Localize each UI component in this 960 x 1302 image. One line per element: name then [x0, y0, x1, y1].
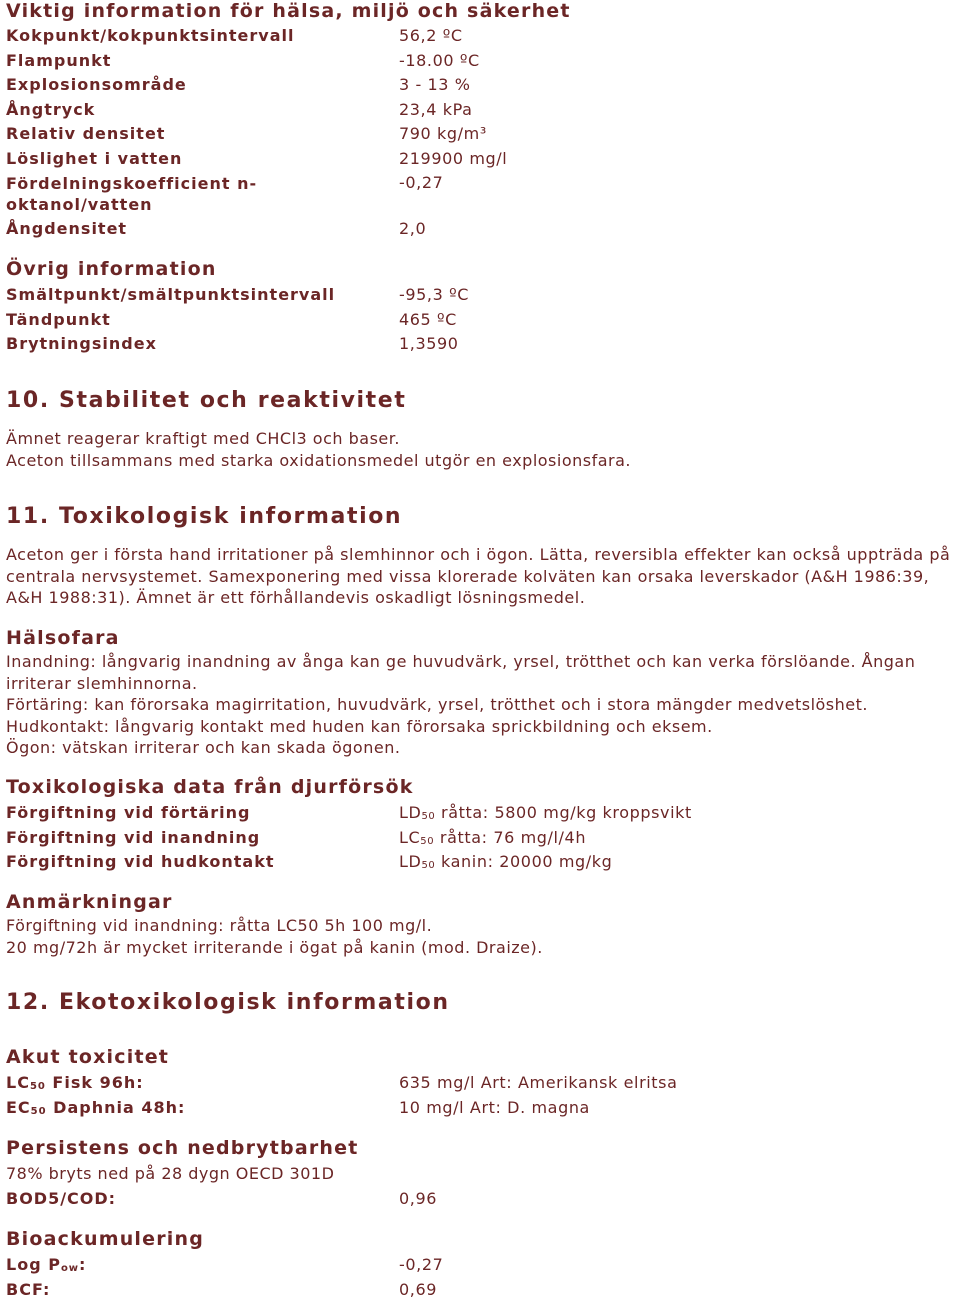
bod-value: 0,96 [399, 1187, 437, 1212]
acute-value: 635 mg/l Art: Amerikansk elritsa [399, 1071, 678, 1096]
property-row [6, 308, 956, 333]
acute-label: $EC_{50}$ Daphnia 48h: [6, 1096, 399, 1121]
property-row [6, 24, 956, 49]
paragraph-line: Inandning: långvarig inandning av ånga kan ge huvudvärk, yrsel, trötthet och kan verka förslöande. Ångan irriterar slemhinnorna. [6, 651, 960, 694]
tox-value: $LD_{50}$ råtta: 5800 mg/kg kroppsvikt [399, 801, 692, 826]
property-value: 2,0 [399, 217, 426, 242]
remarks-title: Anmärkningar [6, 891, 173, 913]
property-label: Fördelningskoefficient n-oktanol/vatten [6, 171, 266, 215]
tox-label: Förgiftning vid hudkontakt [6, 850, 399, 875]
bcf-label: BCF: [6, 1278, 399, 1302]
paragraph-line: Förgiftning vid inandning: råtta LC50 5h 100 mg/l. [6, 915, 956, 937]
property-label: Smältpunkt/smältpunktsintervall [6, 283, 399, 308]
property-label: Flampunkt [6, 49, 399, 74]
health-hazard-body [6, 651, 960, 759]
acute-row [6, 1071, 956, 1096]
tox-label: Förgiftning vid förtäring [6, 801, 399, 826]
property-row [6, 217, 956, 242]
persistence-body [6, 1162, 956, 1211]
paragraph-line: Hudkontakt: långvarig kontakt med huden kan förorsaka sprickbildning och eksem. [6, 716, 960, 738]
paragraph-line: 20 mg/72h är mycket irriterande i ögat på kanin (mod. Draize). [6, 937, 956, 959]
property-value: -18.00 ºC [399, 49, 480, 74]
bcf-row [6, 1278, 956, 1302]
section-11-title: 11. Toxikologisk information [6, 504, 402, 530]
property-value: -95,3 ºC [399, 283, 469, 308]
property-row [6, 147, 956, 172]
other-info-table [6, 283, 956, 357]
property-label: Ångtryck [6, 98, 399, 123]
properties-table [6, 24, 956, 242]
property-value: 1,3590 [399, 332, 459, 357]
property-row [6, 171, 956, 217]
toxicology-intro: Aceton ger i första hand irritationer på slemhinnor och i ögon. Lätta, reversibla effekter kan också uppträda på centrala nervsystemet. Samexponering med vissa klorerade kolväten kan orsaka leverskador (A&H 1986:39, A&H 1988:31). Ämnet är ett förhållandevis oskadligt lösningsmedel. [6, 544, 960, 609]
persistence-title: Persistens och nedbrytbarhet [6, 1137, 359, 1159]
property-label: Relativ densitet [6, 122, 399, 147]
section-health-env-title: Viktig information för hälsa, miljö och säkerhet [6, 0, 571, 22]
property-row [6, 73, 956, 98]
bioaccumulation-table [6, 1253, 956, 1302]
animal-tox-table [6, 801, 956, 875]
property-value: 3 - 13 % [399, 73, 471, 98]
acute-toxicity-title: Akut toxicitet [6, 1046, 169, 1068]
property-row [6, 332, 956, 357]
tox-row [6, 850, 956, 875]
section-12-title: 12. Ekotoxikologisk information [6, 990, 450, 1016]
property-value: 23,4 kPa [399, 98, 473, 123]
paragraph-line: Förtäring: kan förorsaka magirritation, huvudvärk, yrsel, trötthet och i stora mängder medvetslöshet. [6, 694, 960, 716]
paragraph-line: Aceton tillsammans med starka oxidationsmedel utgör en explosionsfara. [6, 450, 956, 472]
section-10-title: 10. Stabilitet och reaktivitet [6, 388, 406, 414]
remarks-body [6, 915, 956, 958]
property-label: Ångdensitet [6, 217, 399, 242]
tox-value: $LC_{50}$ råtta: 76 mg/l/4h [399, 826, 586, 851]
property-value: 56,2 ºC [399, 24, 463, 49]
paragraph-line: Ögon: vätskan irriterar och kan skada ögonen. [6, 737, 960, 759]
logpow-label: Log $P_{ow}$: [6, 1253, 399, 1278]
property-label: Explosionsområde [6, 73, 399, 98]
tox-value: $LD_{50}$ kanin: 20000 mg/kg [399, 850, 612, 875]
other-info-title: Övrig information [6, 258, 217, 280]
paragraph-line: Ämnet reagerar kraftigt med CHCl3 och baser. [6, 428, 956, 450]
property-value: 219900 mg/l [399, 147, 507, 172]
property-value: 790 kg/m³ [399, 122, 487, 147]
acute-label: $LC_{50}$ Fisk 96h: [6, 1071, 399, 1096]
logpow-row [6, 1253, 956, 1278]
section-10-body [6, 428, 956, 471]
health-hazard-title: Hälsofara [6, 627, 120, 649]
bcf-value: 0,69 [399, 1278, 437, 1302]
property-value: 465 ºC [399, 308, 457, 333]
property-label: Kokpunkt/kokpunktsintervall [6, 24, 399, 49]
acute-toxicity-table [6, 1071, 956, 1120]
tox-label: Förgiftning vid inandning [6, 826, 399, 851]
bioaccumulation-title: Bioackumulering [6, 1228, 204, 1250]
property-label: Tändpunkt [6, 308, 399, 333]
acute-value: 10 mg/l Art: D. magna [399, 1096, 590, 1121]
logpow-value: -0,27 [399, 1253, 443, 1278]
tox-row [6, 826, 956, 851]
property-row [6, 122, 956, 147]
property-label: Brytningsindex [6, 332, 399, 357]
property-value: -0,27 [399, 171, 443, 196]
animal-tox-title: Toxikologiska data från djurförsök [6, 776, 414, 798]
bod-label: BOD5/COD: [6, 1187, 399, 1212]
property-row [6, 283, 956, 308]
paragraph-line: 78% bryts ned på 28 dygn OECD 301D [6, 1162, 956, 1187]
property-label: Löslighet i vatten [6, 147, 399, 172]
bod-row [6, 1187, 956, 1212]
property-row [6, 98, 956, 123]
acute-row [6, 1096, 956, 1121]
property-row [6, 49, 956, 74]
tox-row [6, 801, 956, 826]
